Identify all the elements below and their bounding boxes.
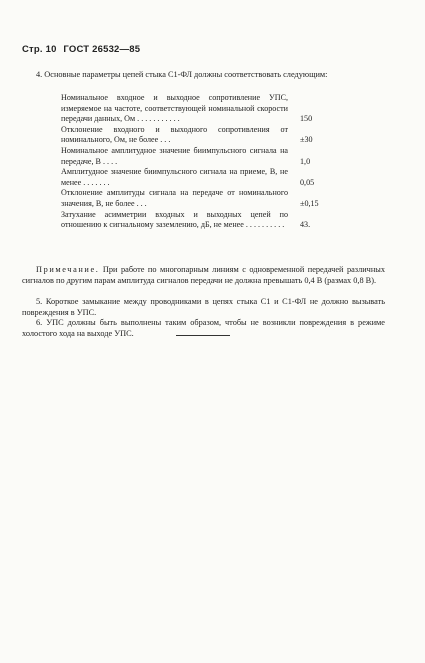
parameter-row (61, 167, 388, 188)
parameter-value: 43. (300, 220, 311, 230)
page-header (22, 44, 144, 55)
parameter-value: 1,0 (300, 156, 311, 166)
parameter-row (61, 210, 388, 231)
parameter-label: Затухание асимметрии входных и выходных цепей по отношению к сигнальному заземлению, дБ, не менее . . . . . . . . . . (61, 209, 288, 230)
note-text: При работе по многопарным линиям с одновременной передачей различных сигналов по другим парам амплитуда сигналов передачи не должна превышать 0,4 В (размах 0,8 В). (22, 265, 385, 285)
parameter-list (61, 93, 388, 231)
parameter-label: Номинальное входное и выходное сопротивление УПС, измеряемое на частоте, соответствующей номинальной скорости передачи данных, Ом . . . . . . . . . . . (61, 93, 288, 124)
parameter-value: 0,05 (300, 177, 315, 187)
page-number: Стр. 10 (22, 44, 57, 55)
parameter-label: Отклонение амплитуды сигнала на передаче от номинального значения, В, не более . . . (61, 188, 288, 208)
section-6: 6. УПС должны быть выполнены таким образом, чтобы не возникли повреждения в режиме холостого хода на выходе УПС. (22, 318, 385, 338)
note-paragraph (22, 265, 385, 286)
section-5: 5. Короткое замыкание между проводниками в цепях стыка С1 и С1-ФЛ не должно вызывать повреждения в УПС. (22, 297, 385, 317)
parameter-label: Номинальное амплитудное значение биимпульсного сигнала на передаче, В . . . . (61, 145, 288, 166)
parameter-row (61, 93, 388, 125)
parameter-value: ±0,15 (300, 198, 319, 208)
parameter-label: Амплитудное значение биимпульсного сигнала на приеме, В, не менее . . . . . . . (61, 167, 288, 187)
parameter-row (61, 188, 388, 209)
standard-number: ГОСТ 26532—85 (63, 44, 141, 55)
parameter-value: 150 (300, 114, 313, 124)
parameter-label: Отклонение входного и выходного сопротивления от номинального, Ом, не более . . . (61, 124, 288, 145)
parameter-row (61, 125, 388, 146)
note-title: Примечание. (36, 265, 100, 274)
parameter-value: ±30 (300, 135, 313, 145)
end-rule (176, 335, 230, 336)
parameter-row (61, 146, 388, 167)
section-4-intro: 4. Основные параметры цепей стыка С1-ФЛ должны соответствовать следующим: (36, 70, 328, 79)
